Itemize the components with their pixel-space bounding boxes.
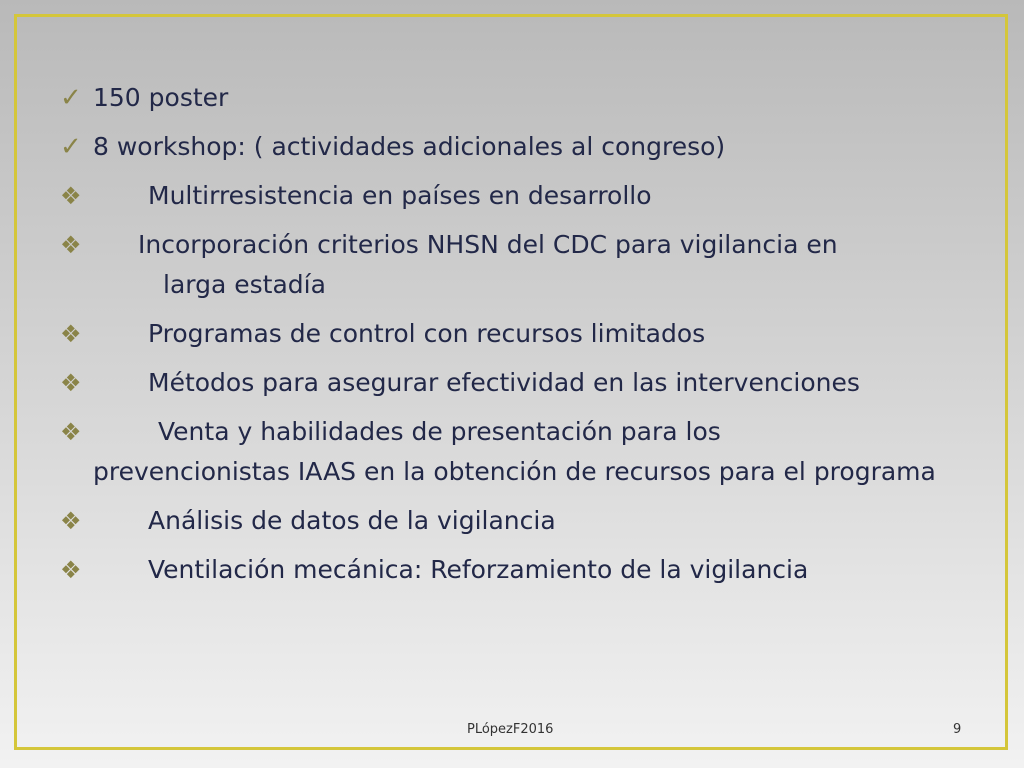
bullet-item-5 xyxy=(58,314,958,354)
bullet-text: Programas de control con recursos limitados xyxy=(148,319,706,348)
bullet-item-6 xyxy=(58,363,958,403)
bullet-item-1 xyxy=(58,78,958,118)
bullet-item-8 xyxy=(58,501,958,541)
checkmark-icon: ✓ xyxy=(60,132,82,162)
bullet-text xyxy=(58,412,958,492)
bullet-text: Análisis de datos de la vigilancia xyxy=(148,506,556,535)
footer-author: PLópezF2016 xyxy=(467,722,554,737)
diamond-bullet-icon: ❖ xyxy=(60,231,82,259)
bullet-text: Ventilación mecánica: Reforzamiento de la vigilancia xyxy=(148,555,809,584)
diamond-bullet-icon: ❖ xyxy=(60,369,82,397)
bullet-text: Multirresistencia en países en desarrollo xyxy=(148,181,652,210)
diamond-bullet-icon: ❖ xyxy=(60,418,82,446)
diamond-bullet-icon: ❖ xyxy=(60,182,82,210)
bullet-item-2 xyxy=(58,127,958,167)
bullet-text-line-2: prevencionistas IAAS en la obtención de recursos para el programa xyxy=(93,457,936,486)
bullet-text: 8 workshop: ( actividades adicionales al congreso) xyxy=(93,132,726,161)
diamond-bullet-icon: ❖ xyxy=(60,556,82,584)
bullet-list xyxy=(58,78,958,599)
diamond-bullet-icon: ❖ xyxy=(60,507,82,535)
bullet-text-line-2: larga estadía xyxy=(163,270,326,299)
bullet-text-line-1: Incorporación criterios NHSN del CDC para vigilancia en xyxy=(138,230,838,259)
bullet-item-9 xyxy=(58,550,958,590)
bullet-text: 150 poster xyxy=(93,83,229,112)
page-number: 9 xyxy=(953,722,962,737)
diamond-bullet-icon: ❖ xyxy=(60,320,82,348)
bullet-item-3 xyxy=(58,176,958,216)
bullet-text: Métodos para asegurar efectividad en las intervenciones xyxy=(148,368,860,397)
bullet-item-4 xyxy=(58,225,958,305)
bullet-text xyxy=(58,225,958,305)
bullet-item-7 xyxy=(58,412,958,492)
checkmark-icon: ✓ xyxy=(60,83,82,113)
bullet-text-line-1: Venta y habilidades de presentación para los xyxy=(158,417,721,446)
